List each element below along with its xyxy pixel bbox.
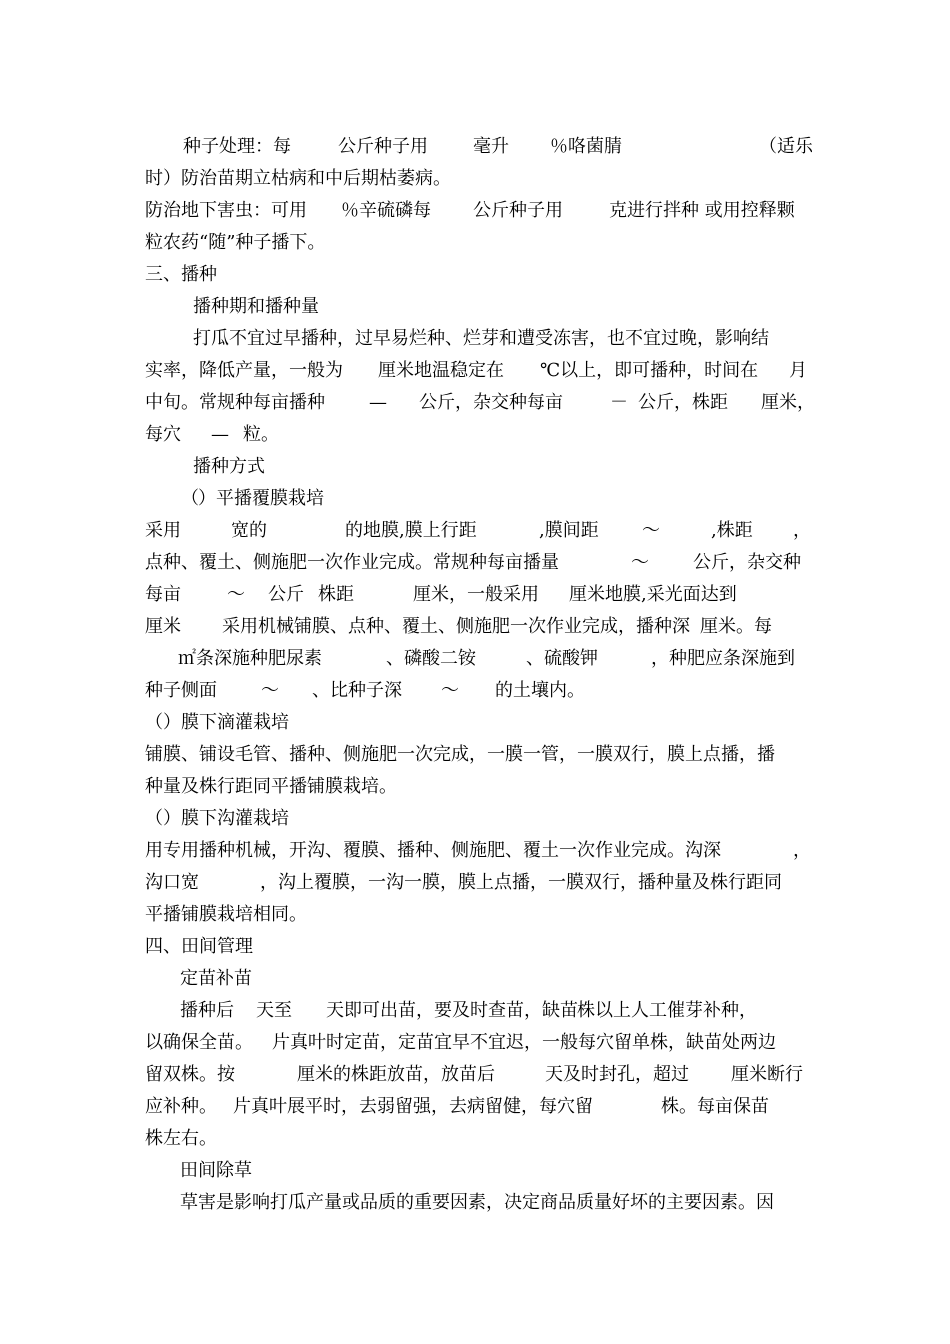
text-segment: 厘米断行 — [731, 1064, 803, 1085]
text-line — [0, 771, 950, 803]
text-segment: 中旬。常规种每亩播种 — [145, 392, 325, 413]
text-segment: 草害是影响打瓜产量或品质的重要因素，决定商品质量好坏的主要因素。因 — [180, 1192, 774, 1213]
text-segment: 用专用播种机械，开沟、覆膜、播种、侧施肥、覆土一次作业完成。沟深 — [145, 840, 721, 861]
text-line — [0, 1187, 950, 1219]
text-line — [0, 1027, 950, 1059]
text-segment: 月 — [789, 360, 807, 381]
text-segment: ～ — [642, 520, 660, 541]
text-segment: 、比种子深 — [312, 680, 402, 701]
text-line — [0, 995, 950, 1027]
text-segment: 天至 — [256, 1000, 292, 1021]
text-segment: 厘米的株距放苗，放苗后 — [297, 1064, 495, 1085]
text-segment: 田间除草 — [180, 1160, 252, 1181]
text-segment: 厘米，一般采用 — [413, 584, 539, 605]
text-segment: ～ — [441, 680, 459, 701]
text-segment: ,膜间距 — [539, 520, 599, 541]
text-segment: ， — [793, 520, 811, 541]
text-line — [0, 227, 950, 259]
text-line — [0, 803, 950, 835]
text-segment: 四、田间管理 — [145, 936, 253, 957]
text-segment: 片真叶展平时，去弱留强，去病留健，每穴留 — [233, 1096, 593, 1117]
text-line — [0, 291, 950, 323]
text-segment: 公斤 — [268, 584, 304, 605]
text-line — [0, 963, 950, 995]
text-line — [0, 1059, 950, 1091]
text-segment: 时）防治苗期立枯病和中后期枯萎病。 — [145, 168, 451, 189]
text-line — [0, 131, 950, 163]
text-segment: 每穴 — [145, 424, 181, 445]
text-segment: 采用机械铺膜、点种、覆土、侧施肥一次作业完成，播种深 — [222, 616, 690, 637]
text-segment: ，种肥应条深施到 — [651, 648, 795, 669]
text-segment: ℃以上，即可播种，时间在 — [540, 360, 759, 381]
text-line — [0, 739, 950, 771]
text-segment: 每亩 — [145, 584, 181, 605]
text-segment: 厘米 — [145, 616, 181, 637]
text-segment: 播种方式 — [193, 456, 265, 477]
text-segment: 公斤种子用 — [338, 136, 428, 157]
text-segment: （ — [145, 808, 163, 829]
text-segment: 毫升 — [473, 136, 509, 157]
text-line — [0, 931, 950, 963]
text-line — [0, 547, 950, 579]
text-line — [0, 355, 950, 387]
text-line — [0, 1091, 950, 1123]
text-segment: 采用 — [145, 520, 181, 541]
text-segment: 沟口宽 — [145, 872, 199, 893]
text-line — [0, 579, 950, 611]
text-segment: ％咯菌腈 — [550, 136, 622, 157]
text-segment: ㎡条深施种肥尿素 — [178, 648, 322, 669]
text-segment: 株以上人工催芽补种， — [577, 1000, 757, 1021]
text-segment: 应补种。 — [145, 1096, 217, 1117]
text-segment: 定苗补苗 — [180, 968, 252, 989]
text-segment: ）平播覆膜栽培 — [198, 488, 324, 509]
text-segment: 厘米。每 — [700, 616, 772, 637]
text-segment: 株距 — [318, 584, 354, 605]
text-segment: ％辛硫磷每 — [341, 200, 431, 221]
text-segment: （适乐 — [759, 136, 813, 157]
text-line — [0, 259, 950, 291]
text-segment: 打瓜不宜过早播种，过早易烂种、烂芽和遭受冻害，也不宜过晚，影响结 — [193, 328, 769, 349]
text-line — [0, 1123, 950, 1155]
text-segment: 株左右。 — [145, 1128, 217, 1149]
text-segment: 厘米地温稳定在 — [378, 360, 504, 381]
text-segment: — — [211, 424, 229, 445]
text-segment: 片真叶时定苗，定苗宜早不宜迟，一般每穴留单株，缺苗处两边 — [272, 1032, 776, 1053]
text-segment: 公斤，杂交种 — [693, 552, 801, 573]
text-line — [0, 419, 950, 451]
text-segment: （ — [145, 712, 163, 733]
text-segment: 公斤，杂交种每亩 — [419, 392, 563, 413]
text-segment: ～ — [631, 552, 649, 573]
text-segment: 公斤种子用 — [473, 200, 563, 221]
text-line — [0, 195, 950, 227]
text-segment: 种子处理：每 — [183, 136, 291, 157]
text-segment: 铺膜、铺设毛管、播种、侧施肥一次完成，一膜一管，一膜双行，膜上点播，播 — [145, 744, 775, 765]
text-line — [0, 899, 950, 931]
text-segment: 天及时封孔，超过 — [545, 1064, 689, 1085]
text-segment: ,株距 — [711, 520, 753, 541]
text-segment: 宽的 — [231, 520, 267, 541]
text-segment: （ — [181, 488, 199, 509]
text-segment: ，沟上覆膜，一沟一膜，膜上点播，一膜双行，播种量及株行距同 — [260, 872, 782, 893]
text-segment: 的地膜,膜上行距 — [345, 520, 477, 541]
text-segment: 点种、覆土、侧施肥一次作业完成。常规种每亩播量 — [145, 552, 559, 573]
text-segment: 、硫酸钾 — [526, 648, 598, 669]
text-segment: 公斤，株距 — [638, 392, 728, 413]
text-segment: 播种期和播种量 — [193, 296, 319, 317]
text-segment: 种子侧面 — [145, 680, 217, 701]
text-line — [0, 515, 950, 547]
text-line — [0, 387, 950, 419]
text-segment: 的土壤内。 — [495, 680, 585, 701]
text-segment: 播种后 — [180, 1000, 234, 1021]
text-segment: 厘米， — [761, 392, 815, 413]
text-segment: 以确保全苗。 — [145, 1032, 253, 1053]
text-segment: 粒农药“随”种子播下。 — [145, 232, 326, 253]
text-segment: 三、播种 — [145, 264, 217, 285]
text-line — [0, 707, 950, 739]
text-segment: 株。每亩保苗 — [661, 1096, 769, 1117]
text-segment: 厘米地膜,采光面达到 — [569, 584, 737, 605]
text-line — [0, 835, 950, 867]
text-segment: ）膜下沟灌栽培 — [163, 808, 289, 829]
text-segment: 克进行拌种 或用控释颗 — [609, 200, 795, 221]
text-segment: ， — [793, 840, 811, 861]
text-segment: ～ — [261, 680, 279, 701]
text-segment: 平播铺膜栽培相同。 — [145, 904, 307, 925]
text-segment: 种量及株行距同平播铺膜栽培。 — [145, 776, 397, 797]
text-segment: 留双株。按 — [145, 1064, 235, 1085]
text-segment: 天即可出苗，要及时查苗，缺苗 — [326, 1000, 578, 1021]
text-line — [0, 1155, 950, 1187]
text-line — [0, 163, 950, 195]
text-line — [0, 675, 950, 707]
text-line — [0, 643, 950, 675]
text-segment: 实率，降低产量，一般为 — [145, 360, 343, 381]
text-segment: 防治地下害虫：可用 — [145, 200, 307, 221]
text-line — [0, 451, 950, 483]
text-line — [0, 611, 950, 643]
text-segment: ～ — [227, 584, 245, 605]
text-line — [0, 483, 950, 515]
text-segment: 、磷酸二铵 — [386, 648, 476, 669]
text-line — [0, 867, 950, 899]
text-segment: 粒。 — [243, 424, 279, 445]
text-segment: — — [369, 392, 387, 413]
text-segment: － — [610, 392, 628, 413]
text-line — [0, 323, 950, 355]
text-segment: ）膜下滴灌栽培 — [163, 712, 289, 733]
